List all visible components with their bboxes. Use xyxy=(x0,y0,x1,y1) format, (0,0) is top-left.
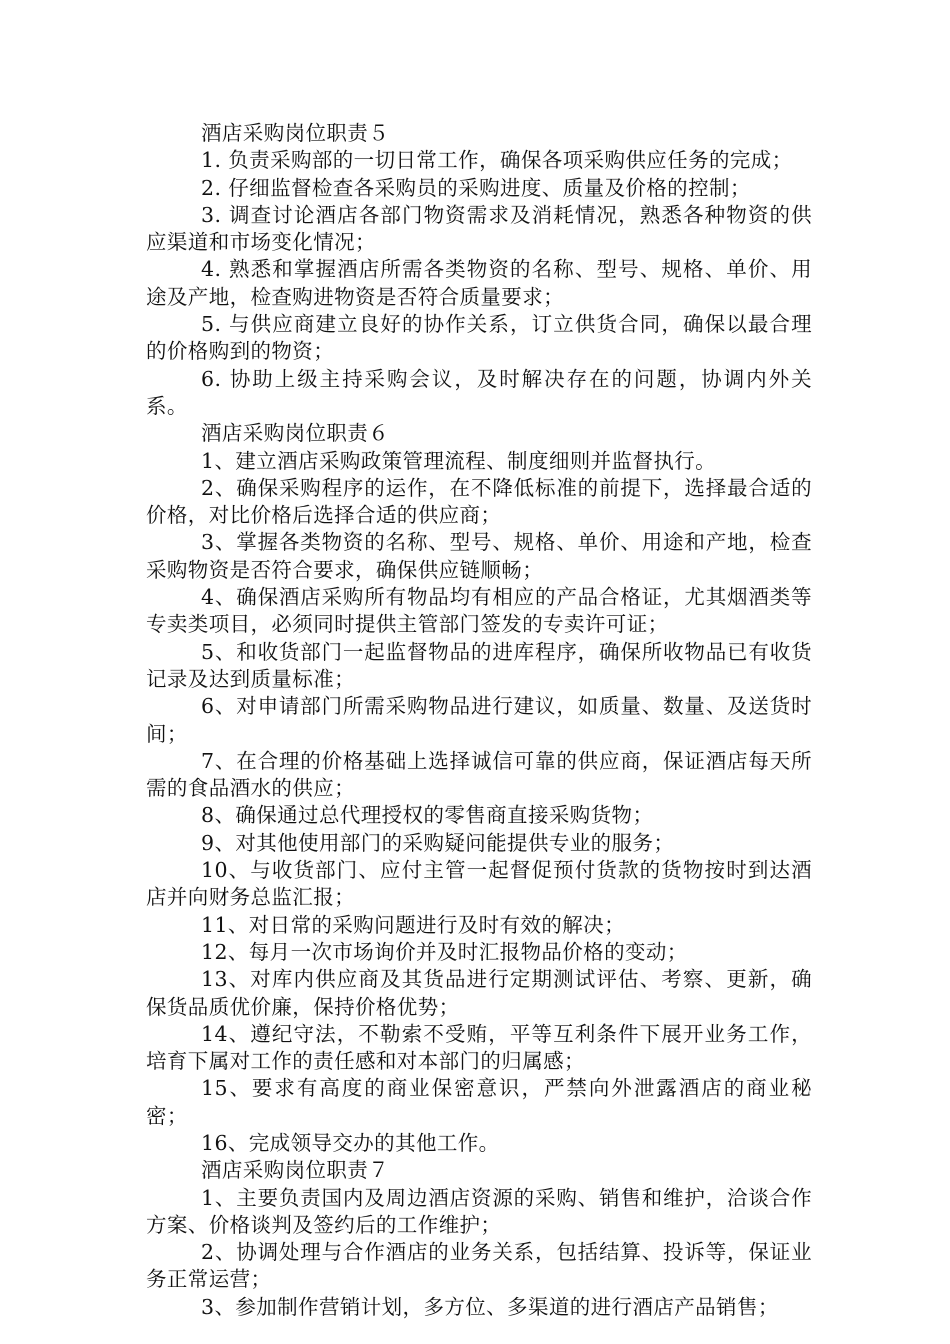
duty-item: 2、协调处理与合作酒店的业务关系，包括结算、投诉等，保证业务正常运营； xyxy=(146,1240,812,1292)
section-heading: 酒店采购岗位职责６ xyxy=(201,421,390,446)
duty-item: 12、每月一次市场询价并及时汇报物品价格的变动； xyxy=(201,939,688,964)
duty-item: 6. 协助上级主持采购会议，及时解决存在的问题，协调内外关系。 xyxy=(146,366,812,418)
duty-item: 1、建立酒店采购政策管理流程、制度细则并监督执行。 xyxy=(201,448,717,473)
duty-item: 8、确保通过总代理授权的零售商直接采购货物； xyxy=(201,803,654,828)
duty-item: 11、对日常的采购问题进行及时有效的解决； xyxy=(201,912,625,937)
duty-item: 10、与收货部门、应付主管一起督促预付货款的货物按时到达酒店并向财务总监汇报； xyxy=(146,858,812,910)
duty-item: 1、主要负责国内及周边酒店资源的采购、销售和维护，洽谈合作方案、价格谈判及签约后的工作维护； xyxy=(146,1185,812,1237)
duty-item: 13、对库内供应商及其货品进行定期测试评估、考察、更新，确保货品质优价廉，保持价格优势； xyxy=(146,967,812,1019)
duty-item: 1. 负责采购部的一切日常工作，确保各项采购供应任务的完成； xyxy=(201,148,793,173)
duty-item: 5. 与供应商建立良好的协作关系，订立供货合同，确保以最合理的价格购到的物资； xyxy=(146,312,812,364)
duty-item: 7、在合理的价格基础上选择诚信可靠的供应商，保证酒店每天所需的食品酒水的供应； xyxy=(146,748,812,801)
duty-item: 3. 调查讨论酒店各部门物资需求及消耗情况，熟悉各种物资的供应渠道和市场变化情况； xyxy=(146,202,812,255)
duty-item: 4、确保酒店采购所有物品均有相应的产品合格证，尤其烟酒类等专卖类项目，必须同时提供主管部门签发的专卖许可证； xyxy=(146,585,812,637)
document-body xyxy=(146,120,812,1321)
duty-item: 5、和收货部门一起监督物品的进库程序，确保所收物品已有收货记录及达到质量标准； xyxy=(146,639,812,691)
duty-item: 16、完成领导交办的其他工作。 xyxy=(201,1130,500,1155)
duty-item: 14、遵纪守法，不勒索不受贿，平等互利条件下展开业务工作，培育下属对工作的责任感和对本部门的归属感； xyxy=(146,1021,812,1074)
duty-item: 15、要求有高度的商业保密意识，严禁向外泄露酒店的商业秘密； xyxy=(146,1076,812,1128)
duty-item: 4. 熟悉和掌握酒店所需各类物资的名称、型号、规格、单价、用途及产地，检查购进物资是否符合质量要求； xyxy=(146,257,812,309)
section-heading: 酒店采购岗位职责５ xyxy=(201,121,390,145)
duty-item: 3、掌握各类物资的名称、型号、规格、单价、用途和产地，检查采购物资是否符合要求，确保供应链顺畅； xyxy=(146,530,812,582)
section-heading: 酒店采购岗位职责７ xyxy=(201,1158,390,1183)
duty-item: 2、确保采购程序的运作，在不降低标准的前提下，选择最合适的价格，对比价格后选择合适的供应商； xyxy=(146,475,812,528)
duty-item: 9、对其他使用部门的采购疑问能提供专业的服务； xyxy=(201,830,675,855)
duty-item: 2. 仔细监督检查各采购员的采购进度、质量及价格的控制； xyxy=(201,175,751,200)
duty-item: 6、对申请部门所需采购物品进行建议，如质量、数量、及送货时间； xyxy=(146,694,812,746)
duty-item: 3、参加制作营销计划，多方位、多渠道的进行酒店产品销售； xyxy=(201,1294,779,1319)
